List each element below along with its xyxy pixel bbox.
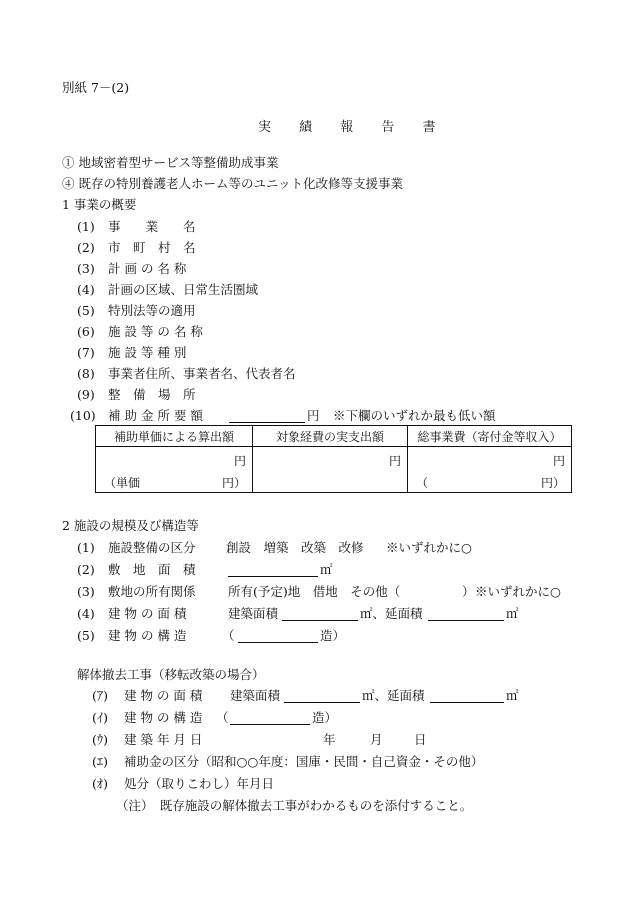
section1-heading: 1 事業の概要 <box>62 197 137 212</box>
sqm-unit-floor-label: ㎡、延面積 <box>360 606 423 621</box>
yen-unit: 円 <box>552 454 565 468</box>
subsidy-note: ※下欄のいずれか最も低い額 <box>333 408 496 423</box>
land-ownership-options[interactable]: 所有(予定)地 借地 その他（ <box>228 584 401 599</box>
construction-type-options[interactable]: 創設 増築 改築 改修 <box>226 540 364 555</box>
item-number: (2) <box>77 240 95 255</box>
intro-line-2: ④ 既存の特別養護老人ホーム等のユニット化改修等支援事業 <box>62 176 403 191</box>
structure-close: 造） <box>320 628 346 643</box>
item-number: (6) <box>77 324 95 339</box>
table-row <box>96 447 572 493</box>
open-paren: （ <box>216 710 229 725</box>
table-header-cell <box>408 426 572 447</box>
actual-expenditure-cell[interactable] <box>253 447 408 493</box>
header-actual-expenditure: 対象経費の実支出額 <box>275 429 384 444</box>
sqm-unit: ㎡ <box>506 688 519 703</box>
donation-open-paren: （ <box>416 476 429 490</box>
item-number: (5) <box>77 303 95 318</box>
floor-area-field[interactable] <box>428 608 504 624</box>
item-number: (ｵ) <box>92 776 109 791</box>
item-number: (1) <box>77 219 95 234</box>
table-header-cell <box>96 426 253 447</box>
yen-unit: 円 <box>233 454 246 468</box>
donation-yen: 円） <box>540 476 565 490</box>
page-title: 実 績 報 告 書 <box>258 120 448 135</box>
total-project-cost-cell[interactable] <box>408 447 572 493</box>
item-number: (ｴ) <box>92 754 109 769</box>
amount-table <box>95 425 572 493</box>
item-label: 建 築 年 月 日 <box>124 732 203 747</box>
item-number: (ｲ) <box>92 710 109 725</box>
demolition-building-area-field[interactable] <box>284 690 360 706</box>
attachment-note: （注） 既存施設の解体撤去工事がわかるものを添付すること。 <box>116 798 473 813</box>
site-area-field[interactable] <box>228 564 318 580</box>
item-number: (2) <box>77 562 95 577</box>
item-label: 敷 地 面 積 <box>108 562 196 577</box>
item-number: (9) <box>77 387 95 402</box>
item-label: 補 助 金 所 要 額 <box>108 408 203 423</box>
building-area-field[interactable] <box>282 608 358 624</box>
unit-price-calc-cell[interactable] <box>96 447 253 493</box>
structure-close: 造） <box>312 710 338 725</box>
sqm-unit: ㎡ <box>506 606 519 621</box>
item-number: (4) <box>77 606 95 621</box>
item-number: (10) <box>70 408 96 423</box>
unit-price-yen: 円） <box>221 476 246 490</box>
item-label: 事業者住所、事業者名、代表者名 <box>108 366 296 381</box>
subsidy-amount-field[interactable] <box>229 410 305 426</box>
sqm-unit-floor-label: ㎡、延面積 <box>362 688 425 703</box>
item-number: (1) <box>77 540 95 555</box>
item-label: 施 設 等 の 名 称 <box>108 324 203 339</box>
item-number: (3) <box>77 261 95 276</box>
item-label: 施設整備の区分 <box>108 540 196 555</box>
item-number: (ｱ) <box>92 688 109 703</box>
circle-note: ※いずれかに○ <box>386 540 472 555</box>
item-label: 補助金の区分（昭和○○年度：国庫・民間・自己資金・その他） <box>124 754 484 769</box>
item-label: 敷地の所有関係 <box>108 584 196 599</box>
item-label: 整 備 場 所 <box>108 387 196 402</box>
section2-heading: 2 施設の規模及び構造等 <box>62 518 199 533</box>
yen-unit: 円 <box>388 454 401 468</box>
item-label: 建 物 の 面 積 <box>108 606 187 621</box>
header-total-project-cost: 総事業費（寄付金等収入） <box>417 429 562 444</box>
item-number: (4) <box>77 282 95 297</box>
item-number: (ｳ) <box>92 732 109 747</box>
open-paren: （ <box>222 628 235 643</box>
item-label: 特別法等の適用 <box>108 303 196 318</box>
building-area-label: 建築面積 <box>228 606 279 621</box>
item-label: 施 設 等 種 別 <box>108 345 187 360</box>
sqm-unit: ㎡ <box>320 562 333 577</box>
item-label: 市 町 村 名 <box>108 240 196 255</box>
demolition-floor-area-field[interactable] <box>430 690 504 706</box>
document-reference: 別紙 7－(2) <box>62 80 130 95</box>
item-label: 建 物 の 構 造 <box>108 628 187 643</box>
item-number: (8) <box>77 366 95 381</box>
table-header-row <box>96 426 572 447</box>
item-label: 建 物 の 面 積 <box>124 688 203 703</box>
table-header-cell <box>253 426 408 447</box>
demolition-structure-field[interactable] <box>230 712 310 728</box>
item-number: (5) <box>77 628 95 643</box>
item-number: (7) <box>77 345 95 360</box>
item-label: 建 物 の 構 造 <box>124 710 203 725</box>
intro-line-1: ① 地域密着型サービス等整備助成事業 <box>62 155 279 170</box>
header-unit-price-calc: 補助単価による算出額 <box>113 429 234 444</box>
item-label: 処分（取りこわし）年月日 <box>124 776 275 791</box>
building-area-label: 建築面積 <box>230 688 281 703</box>
unit-price-label: （単価 <box>104 476 141 490</box>
item-label: 計画の区域、日常生活圏域 <box>108 282 259 297</box>
month-label: 月 <box>370 732 383 747</box>
item-label: 計 画 の 名 称 <box>108 261 187 276</box>
item-label: 事 業 名 <box>108 219 196 234</box>
year-label: 年 <box>323 732 336 747</box>
yen-unit: 円 <box>307 408 320 423</box>
close-paren: ） <box>462 584 475 599</box>
circle-note: ※いずれかに○ <box>475 584 561 599</box>
structure-field[interactable] <box>238 630 318 646</box>
item-number: (3) <box>77 584 95 599</box>
day-label: 日 <box>414 732 427 747</box>
demolition-heading: 解体撤去工事（移転改築の場合） <box>77 667 265 682</box>
